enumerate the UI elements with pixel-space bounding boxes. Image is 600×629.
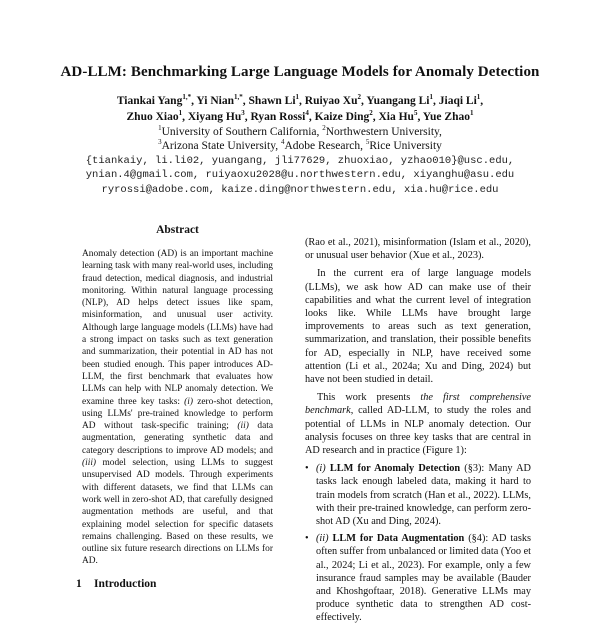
abstract-part: zero-shot detection, using LLMs' pre-trained knowledge to perform AD without task-specific training; — [82, 396, 273, 432]
task-label: (ii) — [237, 421, 249, 432]
author-affiliation-mark: 1 — [469, 109, 474, 118]
affiliation-mark: 3 — [158, 138, 162, 147]
author-name: Ryan Rossi — [250, 111, 306, 123]
paper-title: AD-LLM: Benchmarking Large Language Models for Anomaly Detection — [60, 64, 540, 80]
author-affiliation-mark: 4 — [305, 109, 309, 118]
author-list — [0, 93, 600, 125]
author-affiliation-mark: 2 — [369, 109, 373, 118]
affiliation-mark: 1 — [158, 124, 162, 133]
author-affiliation-mark: 1 — [178, 109, 183, 118]
item-text: (§3): Many AD tasks lack enough labeled data, making it hard to train models from scratch (Han et al., 2022). LLMs, with their pre-trained knowledge, can perform zero-shot AD (Xu and Ding, 2024). — [316, 463, 531, 528]
affiliation-name: Northwestern University, — [325, 126, 442, 138]
item-title: LLM for Anomaly Detection — [329, 463, 461, 475]
list-item — [305, 532, 531, 624]
email-line: ynian.4@gmail.com, ruiyaoxu2028@u.northwestern.edu, xiyanghu@asu.edu — [85, 169, 515, 182]
bullet-icon: • — [305, 533, 309, 545]
emphasis-text: the first comprehensive benchmark — [305, 392, 532, 417]
author-name: Zhuo Xiao — [126, 111, 179, 123]
author-name: Tiankai Yang — [116, 95, 183, 107]
item-text: (§4): AD tasks often suffer from unbalanced or limited data (Yoo et al., 2024; Li et al., 2023). For example, only a few insurance fraud samples may be available (Bauder and Khoshgoftaar, 2018). Generative LLMs may produce synthetic data to strengthen AD cost-effectively. — [316, 533, 531, 624]
abstract-part: Anomaly detection (AD) is an important machine learning task with many real-world uses, including fraud detection, medical diagnosis, and industrial monitoring. Within natural language processing (NLP), AD helps detect issues like spam, misinformation, and unusual user activity. Although large language models (LLMs) have had a strong impact on tasks such as text generation and summarization, their potential in AD has not been studied enough. This paper introduces AD-LLM, the first benchmark that evaluates how LLMs can help with NLP anomaly detection. We examine three key tasks: — [82, 249, 273, 407]
author-name: Xiyang Hu — [187, 111, 242, 123]
item-label: (i) — [316, 463, 326, 475]
task-label: (i) — [184, 396, 194, 407]
author-affiliation-mark: 2 — [357, 93, 361, 102]
email-line: {tiankaiy, li.li02, yuangang, jli77629, zhuoxiao, yzhao010}@usc.edu, — [85, 155, 515, 167]
author-name: Yi Nian — [196, 95, 235, 107]
task-label: (iii) — [82, 458, 97, 469]
author-affiliation-mark: 1 — [429, 93, 434, 102]
right-column — [305, 236, 531, 629]
author-name: Yuangang Li — [366, 95, 430, 107]
item-title: LLM for Data Augmentation — [332, 533, 465, 545]
abstract-part: data augmentation, generating synthetic data and category descriptions to improve AD models; and — [82, 421, 273, 456]
author-name: Ruiyao Xu — [304, 95, 358, 107]
affiliation-name: Arizona State University, — [161, 140, 281, 152]
abstract-heading: Abstract — [156, 224, 199, 236]
author-name: Jiaqi Li — [438, 95, 477, 107]
author-name: Yue Zhao — [422, 111, 470, 123]
affiliation-name: University of Southern California, — [161, 126, 323, 138]
section-title: Introduction — [94, 577, 157, 590]
affiliations-line-1 — [0, 125, 600, 139]
section-number: 1 — [76, 577, 82, 590]
affiliation-mark: 2 — [322, 124, 326, 133]
authors-line-2: Zhuo Xiao$^1$, Xiyang Hu$^3$, Ryan Rossi$^4$, Kaize Ding$^2$, Xia Hu$^5$, Yue Zhao$^1$ — [126, 109, 474, 123]
paragraph: (Rao et al., 2021), misinformation (Islam et al., 2020), or unusual user behavior (Xue et al., 2023). — [305, 237, 531, 262]
affiliations-line-2 — [0, 139, 600, 153]
affiliation-name: Rice University — [369, 140, 442, 152]
authors-line-1: Tiankai Yang$^{1,*}$, Yi Nian$^{1,*}$, Shawn Li$^1$, Ruiyao Xu$^2$, Yuangang Li$^1$, Jiaqi Li$^1$, — [116, 93, 484, 107]
author-emails — [0, 154, 600, 197]
abstract-part: model selection, using LLMs to suggest unsupervised AD models. Through experiments with different datasets, we find that LLMs can work well in zero-shot AD, that carefully designed augmentation methods are useful, and that explaining model selection for specific datasets remains challenging. Based on these results, we outline six future research directions on LLMs for AD. — [82, 458, 273, 567]
bullet-icon: • — [305, 463, 309, 475]
author-affiliation-mark: 3 — [241, 109, 245, 118]
section-heading-introduction — [76, 578, 279, 590]
author-affiliation-mark: 1,* — [182, 93, 192, 102]
author-affiliation-mark: 5 — [413, 109, 418, 118]
task-list — [305, 462, 531, 624]
author-name: Kaize Ding — [314, 111, 370, 123]
paragraph: In the current era of large language models (LLMs), we ask how AD can make use of their capabilities and what the current level of integration looks like. While LLMs have brought large improvements to areas such as text generation, summarization, and translation, their possible benefits for AD, especially in NLP, have received some attention (Li et al., 2024a; Xu and Ding, 2024) but have not been studied in detail. — [305, 268, 531, 386]
affiliation-name: Adobe Research, — [284, 140, 366, 152]
author-affiliation-mark: 1,* — [234, 93, 243, 102]
author-affiliation-mark: 1 — [295, 93, 300, 102]
text-span: This work presents — [317, 392, 421, 404]
author-name: Xia Hu — [378, 111, 414, 123]
author-name: Shawn Li — [248, 95, 296, 107]
abstract-text — [76, 248, 279, 568]
affiliation-mark: 4 — [280, 138, 285, 147]
email-line: ryrossi@adobe.com, kaize.ding@northwestern.edu, xia.hu@rice.edu — [101, 183, 499, 196]
left-column — [76, 224, 279, 590]
text-span: , called AD-LLM, to study the roles and potential of LLMs in NLP anomaly detection. Our analysis focuses on three key tasks that are central in AD research and in practice (Figure 1): — [305, 405, 531, 457]
author-affiliation-mark: 1 — [476, 93, 481, 102]
list-item — [305, 462, 531, 528]
item-label: (ii) — [316, 533, 329, 545]
affiliations — [0, 125, 600, 153]
paragraph — [305, 391, 531, 457]
affiliation-mark: 5 — [365, 138, 370, 147]
